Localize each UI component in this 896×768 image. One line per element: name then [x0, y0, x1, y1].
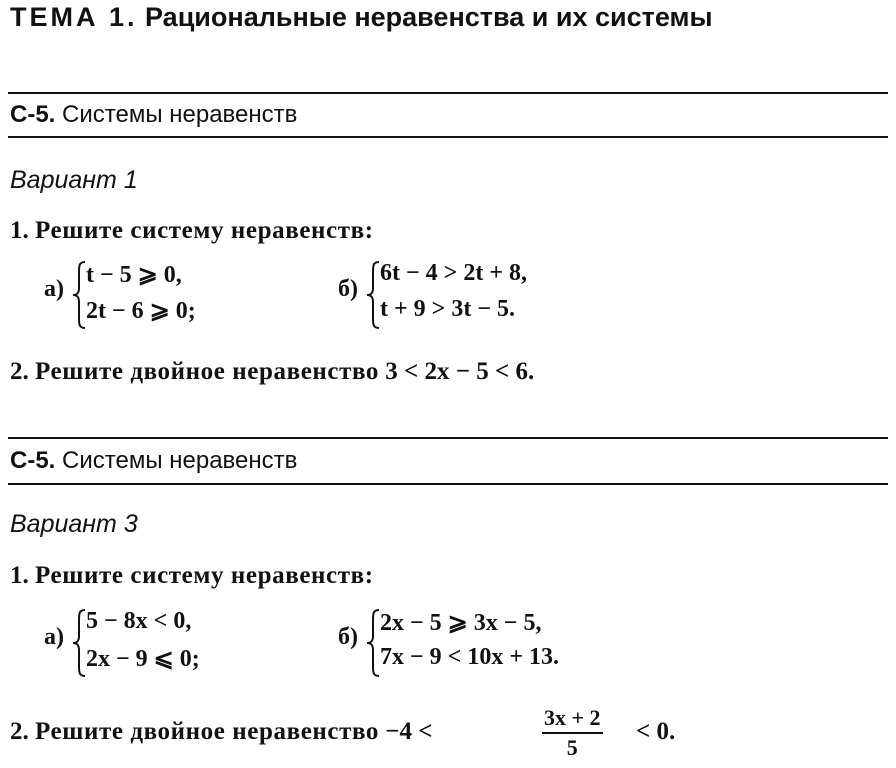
task-number: 2.	[10, 358, 29, 385]
fraction-denominator: 5	[566, 735, 578, 760]
section-code: С-5.	[10, 447, 56, 474]
system-line-1: 2x − 5 ⩾ 3x − 5,	[380, 610, 542, 636]
fraction-bar	[542, 732, 603, 734]
section-rule-bottom	[8, 483, 888, 485]
section-code: С-5.	[10, 101, 56, 128]
system-line-2: 7x − 9 < 10x + 13.	[380, 644, 560, 670]
system-letter: б)	[338, 276, 358, 302]
system-line-1: t − 5 ⩾ 0,	[86, 262, 182, 288]
task-number: 2.	[10, 718, 29, 745]
task-text: Решите двойное неравенство	[35, 718, 380, 745]
fraction	[542, 705, 603, 761]
system-b	[338, 260, 638, 330]
task-2	[10, 358, 534, 386]
inequality-left: −4 <	[385, 718, 433, 745]
inequality-right: < 0.	[636, 718, 676, 745]
task-1	[10, 562, 374, 590]
variant-title: Вариант 1	[10, 166, 138, 194]
system-b	[338, 608, 678, 678]
section-rule-top	[8, 437, 888, 439]
task-number: 1.	[10, 217, 29, 244]
topic-heading	[10, 2, 713, 33]
system-letter: а)	[44, 276, 64, 302]
system-a	[44, 608, 324, 678]
task-1	[10, 217, 374, 245]
topic-number: ТЕМА 1.	[10, 2, 138, 32]
task-text: Решите систему неравенств:	[35, 217, 374, 244]
task-2	[10, 718, 433, 746]
left-brace-icon	[366, 608, 380, 678]
system-letter: а)	[44, 624, 64, 650]
system-line-2: 2t − 6 ⩾ 0;	[86, 298, 196, 324]
section-title: Системы неравенств	[62, 101, 298, 128]
section-rule-top	[8, 92, 888, 94]
variant-title: Вариант 3	[10, 510, 138, 538]
section-heading	[10, 447, 297, 475]
section-heading	[10, 101, 297, 129]
task-text: Решите систему неравенств:	[35, 562, 374, 589]
left-brace-icon	[366, 260, 380, 330]
section-title: Системы неравенств	[62, 447, 298, 474]
topic-title: Рациональные неравенства и их системы	[145, 2, 713, 32]
inequality-expression: 3 < 2x − 5 < 6.	[385, 358, 535, 385]
left-brace-icon	[72, 260, 86, 330]
inequality-right-wrap	[636, 718, 675, 746]
fraction-numerator: 3x + 2	[544, 705, 601, 730]
system-line-2: 2x − 9 ⩽ 0;	[86, 646, 200, 672]
system-a	[44, 260, 324, 330]
task-number: 1.	[10, 562, 29, 589]
section-rule-bottom	[8, 136, 888, 138]
system-line-1: 6t − 4 > 2t + 8,	[380, 260, 528, 286]
system-letter: б)	[338, 624, 358, 650]
task-text: Решите двойное неравенство	[35, 358, 380, 385]
system-line-2: t + 9 > 3t − 5.	[380, 296, 516, 322]
left-brace-icon	[72, 608, 86, 678]
system-line-1: 5 − 8x < 0,	[86, 608, 192, 634]
